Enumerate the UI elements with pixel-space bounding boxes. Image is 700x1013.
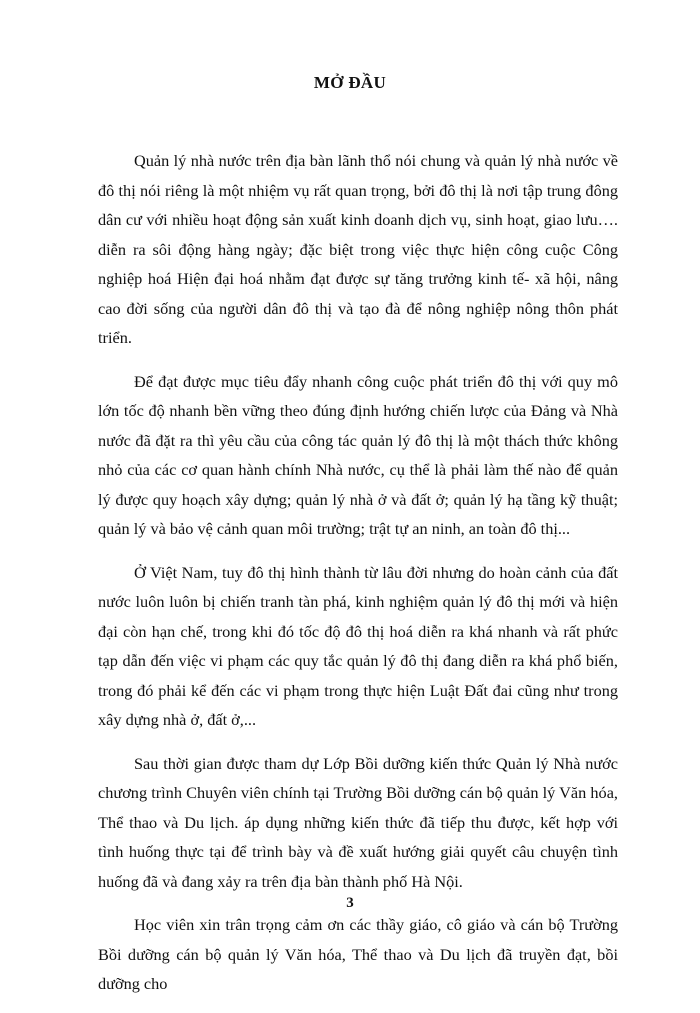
document-title: MỞ ĐẦU	[313, 73, 387, 92]
paragraph-5: Học viên xin trân trọng cảm ơn các thầy giáo, cô giáo và cán bộ Trường Bồi dưỡng cán bộ quản lý Văn hóa, Thể thao và Du lịch đã truyền đạt, bồi dưỡng cho	[98, 915, 618, 993]
paragraph-1: Quản lý nhà nước trên địa bàn lãnh thổ nói chung và quản lý nhà nước về đô thị nói riêng là một nhiệm vụ rất quan trọng, bởi đô thị là nơi tập trung đông dân cư với nhiều hoạt động sản xuất kinh doanh dịch vụ, sinh hoạt, giao lưu…. diễn ra sôi động hàng ngày; đặc biệt trong việc thực hiện công cuộc Công nghiệp hoá Hiện đại hoá nhằm đạt được sự tăng trưởng kinh tế- xã hội, nâng cao đời sống của người dân đô thị và tạo đà để nông nghiệp nông thôn phát triển.	[98, 151, 618, 347]
document-body	[98, 146, 618, 1013]
paragraph-2: Để đạt được mục tiêu đẩy nhanh công cuộc phát triển đô thị với quy mô lớn tốc độ nhanh bền vững theo đúng định hướng chiến lược của Đảng và Nhà nước đã đặt ra thì yêu cầu của công tác quản lý đô thị là một thách thức không nhỏ của các cơ quan hành chính Nhà nước, cụ thể là phải làm thế nào để quản lý được quy hoạch xây dựng; quản lý nhà ở và đất ở; quản lý hạ tầng kỹ thuật; quản lý và bảo vệ cảnh quan môi trường; trật tự an ninh, an toàn đô thị...	[98, 371, 618, 538]
page-number: 3	[346, 895, 354, 911]
paragraph-3: Ở Việt Nam, tuy đô thị hình thành từ lâu đời nhưng do hoàn cảnh của đất nước luôn luôn bị chiến tranh tàn phá, kinh nghiệm quản lý đô thị mới và hiện đại còn hạn chế, trong khi đó tốc độ đô thị hoá diễn ra khá nhanh và rất phức tạp dẫn đến việc vi phạm các quy tắc quản lý đô thị đang diễn ra khá phổ biến, trong đó phải kể đến các vi phạm trong thực hiện Luật Đất đai cũng như trong xây dựng nhà ở, đất ở,...	[98, 562, 618, 729]
paragraph-4: Sau thời gian được tham dự Lớp Bồi dưỡng kiến thức Quản lý Nhà nước chương trình Chuyên viên chính tại Trường Bồi dưỡng cán bộ quản lý Văn hóa, Thể thao và Du lịch. áp dụng những kiến thức đã tiếp thu được, kết hợp với tình huống thực tại để trình bày và đề xuất hướng giải quyết câu chuyện tình huống đã và đang xảy ra trên địa bàn thành phố Hà Nội.	[98, 753, 618, 891]
